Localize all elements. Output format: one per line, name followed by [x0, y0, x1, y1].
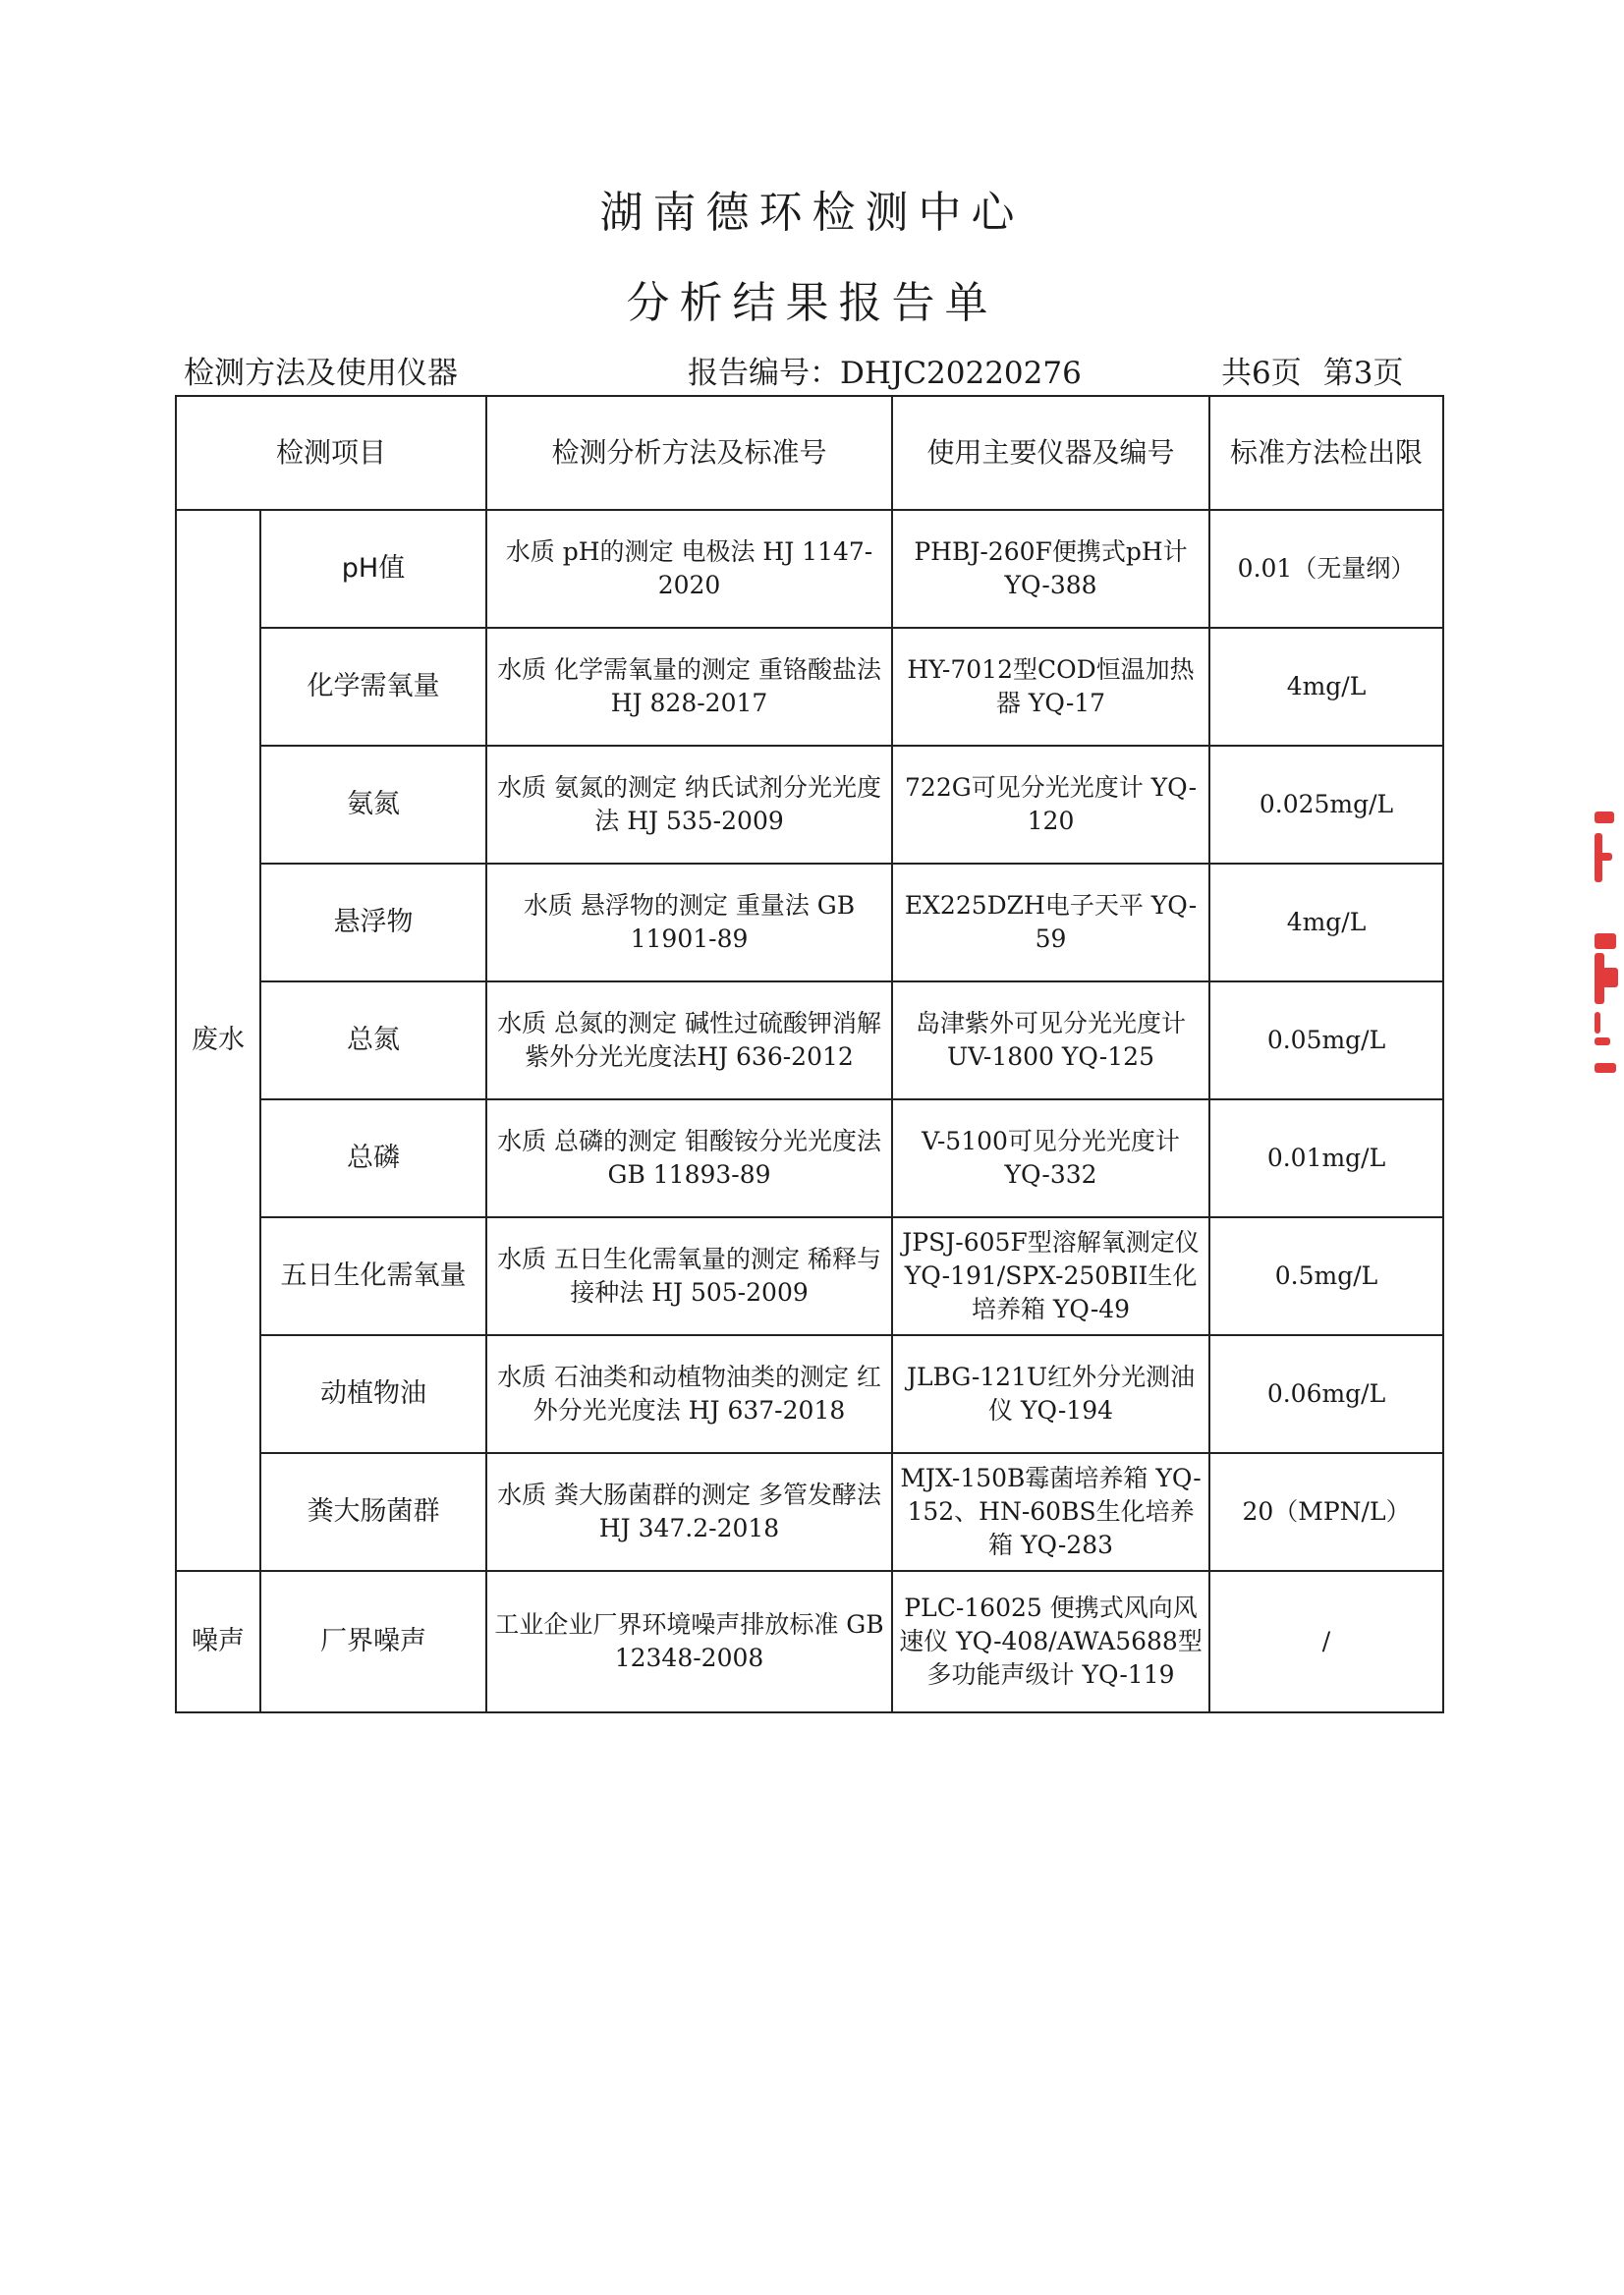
org-title: 湖南德环检测中心	[599, 188, 1025, 238]
seal-stamp-fragment	[1595, 806, 1624, 1130]
row-method: 水质 石油类和动植物油类的测定 红外分光光度法 HJ 637-2018	[486, 1335, 892, 1453]
report-number-value: DHJC20220276	[840, 356, 1082, 391]
report-number-label: 报告编号：	[688, 356, 840, 391]
header-item: 检测项目	[176, 396, 486, 510]
row-instrument: V-5100可见分光光度计 YQ-332	[892, 1099, 1209, 1217]
table-row	[176, 1099, 1443, 1217]
row-instrument: MJX-150B霉菌培养箱 YQ-152、HN-60BS生化培养箱 YQ-283	[892, 1453, 1209, 1571]
row-limit: 4mg/L	[1209, 864, 1443, 981]
row-limit: 0.01mg/L	[1209, 1099, 1443, 1217]
row-item: 五日生化需氧量	[260, 1217, 486, 1335]
row-instrument: JLBG-121U红外分光测油仪 YQ-194	[892, 1335, 1209, 1453]
total-pages: 共6页	[1221, 356, 1302, 391]
header-method: 检测分析方法及标准号	[486, 396, 892, 510]
row-method: 工业企业厂界环境噪声排放标准 GB 12348-2008	[486, 1571, 892, 1712]
row-limit: 0.05mg/L	[1209, 981, 1443, 1099]
row-method: 水质 总磷的测定 钼酸铵分光光度法 GB 11893-89	[486, 1099, 892, 1217]
row-item: 总氮	[260, 981, 486, 1099]
row-instrument: JPSJ-605F型溶解氧测定仪 YQ-191/SPX-250BII生化培养箱 YQ-49	[892, 1217, 1209, 1335]
table-row	[176, 1453, 1443, 1571]
row-method: 水质 五日生化需氧量的测定 稀释与接种法 HJ 505-2009	[486, 1217, 892, 1335]
table-row	[176, 864, 1443, 981]
table-row	[176, 628, 1443, 746]
row-item: 悬浮物	[260, 864, 486, 981]
table-row	[176, 1335, 1443, 1453]
report-title: 分析结果报告单	[626, 278, 998, 328]
row-item: 化学需氧量	[260, 628, 486, 746]
category-wastewater: 废水	[176, 510, 260, 1571]
row-instrument: HY-7012型COD恒温加热器 YQ-17	[892, 628, 1209, 746]
row-limit: 0.025mg/L	[1209, 746, 1443, 864]
row-method: 水质 化学需氧量的测定 重铬酸盐法 HJ 828-2017	[486, 628, 892, 746]
row-method: 水质 总氮的测定 碱性过硫酸钾消解紫外分光光度法HJ 636-2012	[486, 981, 892, 1099]
row-item: 厂界噪声	[260, 1571, 486, 1712]
table-row	[176, 746, 1443, 864]
category-noise: 噪声	[176, 1571, 260, 1712]
results-table	[175, 395, 1444, 1713]
current-page: 第3页	[1322, 356, 1404, 391]
row-instrument: 722G可见分光光度计 YQ-120	[892, 746, 1209, 864]
row-item: 总磷	[260, 1099, 486, 1217]
section-label: 检测方法及使用仪器	[184, 356, 458, 391]
table-row	[176, 1571, 1443, 1712]
row-limit: 0.06mg/L	[1209, 1335, 1443, 1453]
row-method: 水质 悬浮物的测定 重量法 GB 11901-89	[486, 864, 892, 981]
row-item: 氨氮	[260, 746, 486, 864]
row-item: 粪大肠菌群	[260, 1453, 486, 1571]
row-item: pH值	[260, 510, 486, 628]
header-limit: 标准方法检出限	[1209, 396, 1443, 510]
table-row	[176, 510, 1443, 628]
row-limit: 4mg/L	[1209, 628, 1443, 746]
row-instrument: PLC-16025 便携式风向风速仪 YQ-408/AWA5688型多功能声级计 YQ-119	[892, 1571, 1209, 1712]
row-limit: 0.5mg/L	[1209, 1217, 1443, 1335]
row-method: 水质 氨氮的测定 纳氏试剂分光光度法 HJ 535-2009	[486, 746, 892, 864]
header-instrument: 使用主要仪器及编号	[892, 396, 1209, 510]
table-row	[176, 981, 1443, 1099]
row-instrument: 岛津紫外可见分光光度计 UV-1800 YQ-125	[892, 981, 1209, 1099]
row-limit: 20（MPN/L）	[1209, 1453, 1443, 1571]
row-instrument: EX225DZH电子天平 YQ-59	[892, 864, 1209, 981]
row-limit: 0.01（无量纲）	[1209, 510, 1443, 628]
row-item: 动植物油	[260, 1335, 486, 1453]
page-counter	[1221, 354, 1425, 393]
report-number	[688, 354, 1082, 393]
row-method: 水质 pH的测定 电极法 HJ 1147-2020	[486, 510, 892, 628]
table-header-row	[176, 396, 1443, 510]
table-row	[176, 1217, 1443, 1335]
row-method: 水质 粪大肠菌群的测定 多管发酵法HJ 347.2-2018	[486, 1453, 892, 1571]
row-limit: /	[1209, 1571, 1443, 1712]
row-instrument: PHBJ-260F便携式pH计 YQ-388	[892, 510, 1209, 628]
